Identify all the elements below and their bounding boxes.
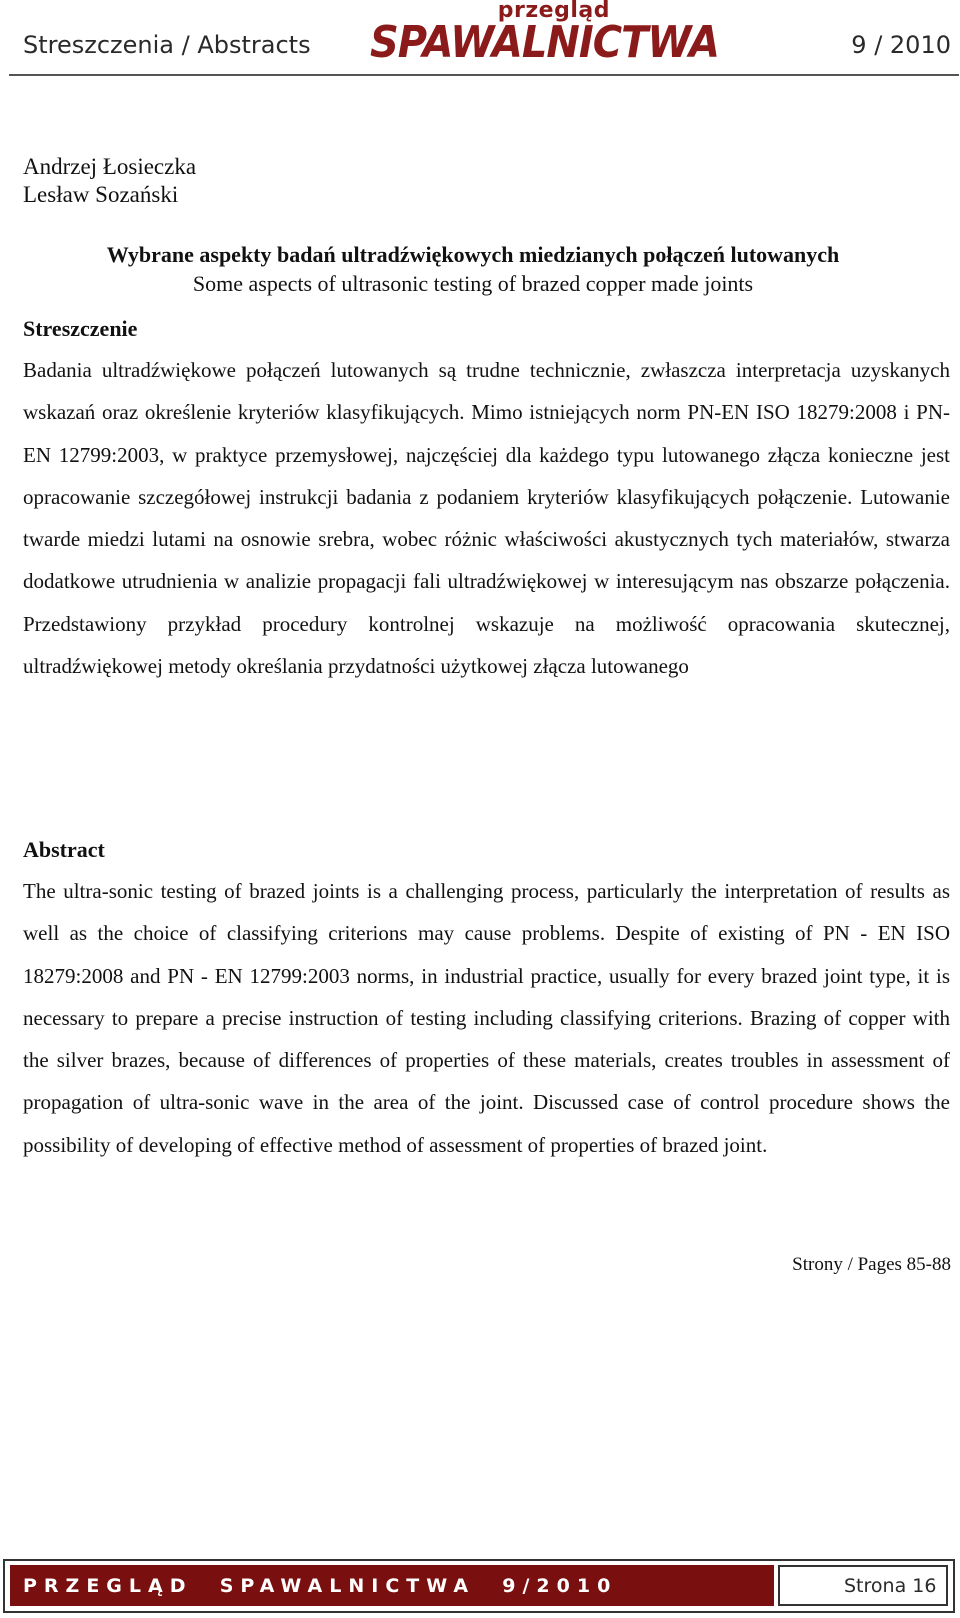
page-header — [0, 0, 960, 104]
page-footer — [0, 1557, 960, 1618]
authors — [23, 153, 196, 209]
title-polish: Wybrane aspekty badań ultradźwiękowych miedzianych połączeń lutowanych — [106, 242, 840, 267]
author-name: Andrzej Łosieczka — [23, 154, 197, 179]
header-divider — [9, 74, 959, 76]
section-label: Streszczenia / Abstracts — [23, 31, 311, 59]
logo-main-text: SPAWALNICTWA — [370, 18, 720, 68]
streszczenie-heading: Streszczenie — [23, 316, 138, 341]
issue-number: 9 / 2010 — [851, 31, 951, 59]
author-name: Lesław Sozański — [23, 182, 179, 207]
logo-small-text: przegląd — [497, 0, 610, 23]
article-title — [0, 240, 946, 298]
journal-logo — [370, 0, 720, 68]
abstract-heading: Abstract — [23, 837, 105, 862]
streszczenie-text: Badania ultradźwiękowe połączeń lutowanych są trudne technicznie, zwłaszcza interpretacja uzyskanych wskazań oraz określenie kryteriów klasyfikujących. Mimo istniejących norm PN-EN ISO 18279:2008 i PN-EN 12799:2003, w praktyce przemysłowej, najczęściej dla każdego typu lutowanego złącza konieczne jest opracowanie szczegółowej instrukcji badania z podaniem kryteriów klasyfikujących połączenie. Lutowanie twarde miedzi lutami na osnowie srebra, wobec różnic właściwości akustycznych tych materiałów, stwarza dodatkowe utrudnienia w analizie propagacji fali ultradźwiękowej w interesującym nas obszarze połączenia. Przedstawiony przykład procedury kontrolnej wskazuje na możliwość opracowania skutecznej, ultradźwiękowej metody określania przydatności użytkowej złącza lutowanego — [23, 358, 950, 679]
footer-page-number: Strona 16 — [844, 1575, 937, 1597]
abstract-text: The ultra-sonic testing of brazed joints is a challenging process, particularly the interpretation of results as well as the choice of classifying criterions may cause problems. Despite of existing of PN - EN ISO 18279:2008 and PN - EN 12799:2003 norms, in industrial practice, usually for every brazed joint type, it is necessary to prepare a precise instruction of testing including classifying criterions. Brazing of copper with the silver brazes, because of differences of properties of these materials, creates troubles in assessment of propagation of ultra-sonic wave in the area of the joint. Discussed case of control procedure shows the possibility of developing of effective method of assessment of properties of brazed joint. — [23, 879, 950, 1157]
page-range: Strony / Pages 85-88 — [792, 1254, 951, 1275]
footer-journal-title: PRZEGLĄD SPAWALNICTWA 9/2010 — [23, 1575, 618, 1597]
title-english: Some aspects of ultrasonic testing of brazed copper made joints — [192, 271, 754, 296]
